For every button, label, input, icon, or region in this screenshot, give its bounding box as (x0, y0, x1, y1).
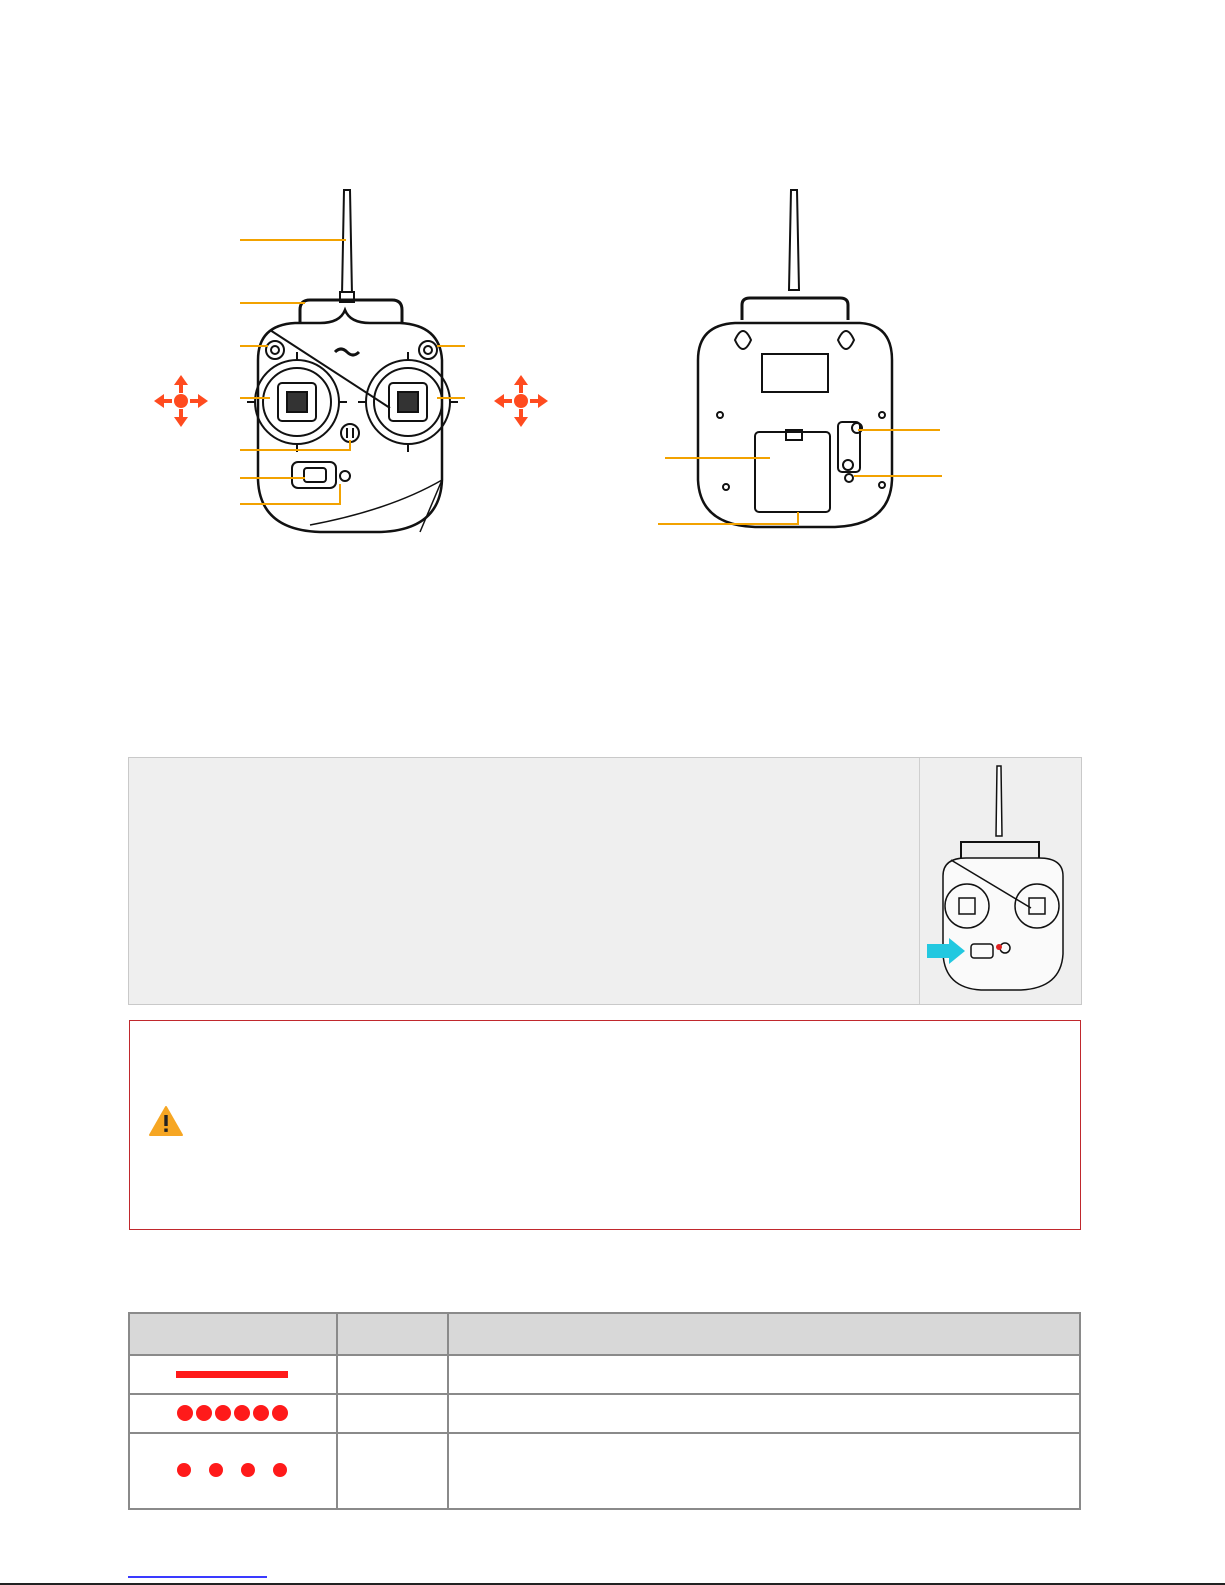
back-view-diagram (650, 180, 960, 550)
remote-controller-front-drawing (140, 180, 560, 550)
blink-dot (241, 1463, 255, 1477)
blink-dot (272, 1405, 288, 1421)
blink-dot (177, 1405, 193, 1421)
row3-status (337, 1433, 448, 1509)
info-divider (919, 758, 920, 1004)
row1-description (448, 1355, 1080, 1394)
table-header-row (129, 1313, 1080, 1355)
warning-triangle-icon (148, 1105, 184, 1137)
table-row (129, 1394, 1080, 1433)
info-callout-box (128, 757, 1082, 1005)
remote-controller-back-drawing (650, 180, 960, 550)
led-solid-pattern (129, 1355, 337, 1394)
row3-description (448, 1433, 1080, 1509)
led-slow-blink-pattern (129, 1433, 337, 1509)
blink-dot (177, 1463, 191, 1477)
footer-link[interactable] (128, 1576, 267, 1578)
illustration-power-led (996, 944, 1002, 950)
blink-dot (215, 1405, 231, 1421)
header-description (448, 1313, 1080, 1355)
left-stick-direction-arrows (152, 373, 210, 429)
led-fast-blink-pattern (129, 1394, 337, 1433)
blink-dot (234, 1405, 250, 1421)
right-stick-direction-arrows (492, 373, 550, 429)
table-row (129, 1433, 1080, 1509)
header-status (337, 1313, 448, 1355)
front-view-diagram (140, 180, 560, 550)
row2-description (448, 1394, 1080, 1433)
blink-dot (209, 1463, 223, 1477)
blink-dot (253, 1405, 269, 1421)
solid-bar (176, 1371, 288, 1378)
antenna (342, 190, 352, 295)
blink-dot (196, 1405, 212, 1421)
led-status-table (128, 1312, 1081, 1510)
table-row (129, 1355, 1080, 1394)
row1-status (337, 1355, 448, 1394)
warning-callout-box (129, 1020, 1081, 1230)
blink-dot (273, 1463, 287, 1477)
row2-status (337, 1394, 448, 1433)
power-switch-illustration (921, 758, 1081, 1004)
header-led-pattern (129, 1313, 337, 1355)
carrying-handle-back (742, 298, 848, 320)
